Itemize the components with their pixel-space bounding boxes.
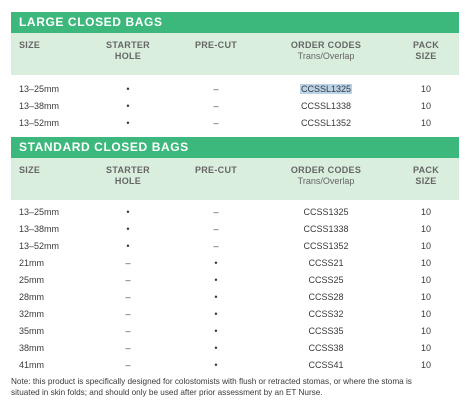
product-table [11,12,459,374]
col-pack-size: PACK SIZE [412,165,440,186]
table-row: 13–52mm • – CCSSL1352 10 [19,118,431,128]
table-row: 41mm – • CCSS41 10 [19,360,431,370]
rows-large [11,75,459,137]
footnote-line-1: Note: this product is specifically designed for colostomists with flush or retracted stomas, or where the stoma is [11,377,412,386]
selected-text[interactable]: CCSSL1325 [300,84,352,94]
col-order-codes: ORDER CODES Trans/Overlap [290,40,362,61]
table-row: 35mm – • CCSS35 10 [19,326,431,336]
col-precut: PRE-CUT [194,40,238,50]
table-row: 13–38mm • – CCSS1338 10 [19,224,431,234]
table-row: 13–25mm • – CCSSL1325 10 [19,84,431,94]
col-size: SIZE [19,165,41,175]
col-size: SIZE [19,40,41,50]
col-order-codes: ORDER CODES Trans/Overlap [290,165,362,186]
col-starter: STARTER HOLE [106,40,150,61]
table-row: 38mm – • CCSS38 10 [19,343,431,353]
footnote [11,376,459,398]
footnote-line-2: situated in skin folds; and should only be used after prior assessment by an ET Nurse. [11,388,323,397]
table-row: 32mm – • CCSS32 10 [19,309,431,319]
table-row: 21mm – • CCSS21 10 [19,258,431,268]
table-row: 13–52mm • – CCSS1352 10 [19,241,431,251]
table-row: 13–25mm • – CCSS1325 10 [19,207,431,217]
table-row: 28mm – • CCSS28 10 [19,292,431,302]
rows-standard [11,200,459,374]
table-row: 13–38mm • – CCSSL1338 10 [19,101,431,111]
table-header-large [11,33,459,75]
section-title-standard: STANDARD CLOSED BAGS [11,137,459,158]
table-row: 25mm – • CCSS25 10 [19,275,431,285]
col-pack-size: PACK SIZE [412,40,440,61]
table-header-standard [11,158,459,200]
col-starter: STARTER HOLE [106,165,150,186]
col-precut: PRE-CUT [194,165,238,175]
section-title-large: LARGE CLOSED BAGS [11,12,459,33]
